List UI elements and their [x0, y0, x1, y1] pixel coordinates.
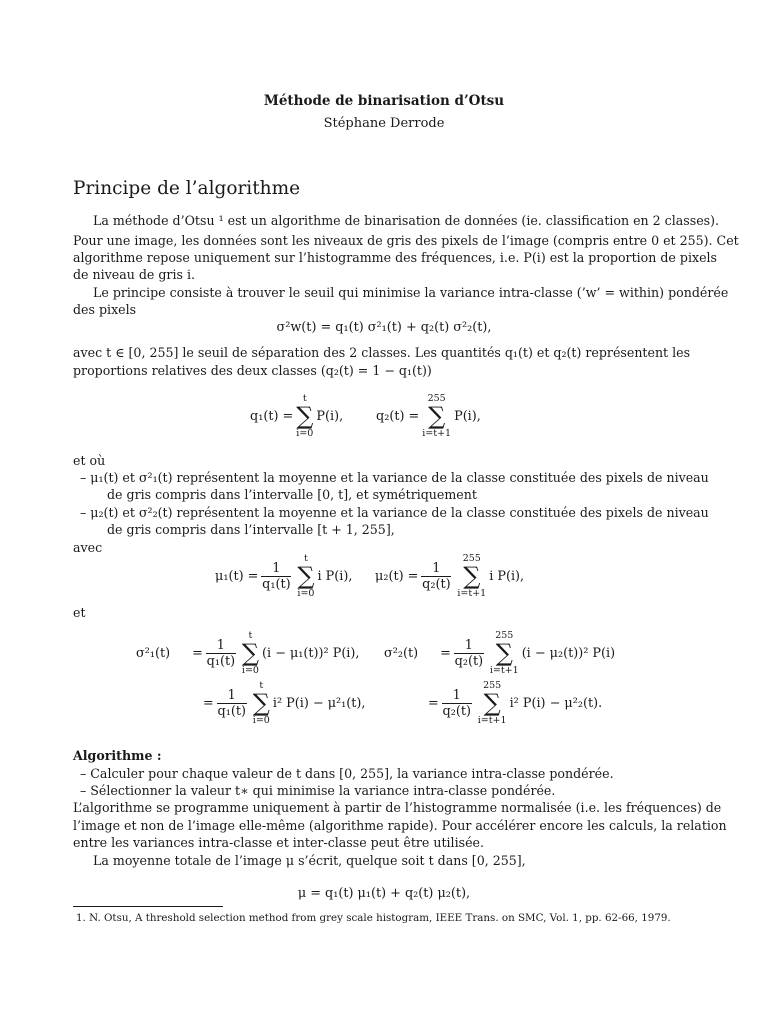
- paragraph-line: algorithme repose uniquement sur l’histogramme des fréquences, i.e. P(i) est la proportion de pixels: [73, 250, 718, 265]
- algorithm-heading: Algorithme :: [73, 748, 162, 763]
- paragraph-line: proportions relatives des deux classes (q₂(t) = 1 − q₁(t)): [73, 363, 432, 378]
- list-item: – μ₁(t) et σ²₁(t) représentent la moyenne et la variance de la classe constituée des pixels de niveau: [80, 470, 709, 485]
- paragraph-line: avec t ∈ [0, 255] le seuil de séparation des 2 classes. Les quantités q₁(t) et q₂(t) représentent les: [73, 345, 691, 360]
- denominator: q₁(t): [217, 703, 246, 719]
- denominator: q₂(t): [442, 703, 471, 719]
- sum-upper-limit: t: [304, 553, 308, 564]
- sum-operator: [242, 630, 259, 676]
- denominator: q₂(t): [454, 653, 484, 669]
- equals-sign: =: [440, 645, 451, 661]
- sum-lower-limit: i=t+1: [489, 665, 519, 676]
- sigma1-lhs: σ²₁(t): [136, 645, 171, 661]
- sum-lower-limit: i=t+1: [422, 428, 452, 439]
- fraction: [261, 561, 291, 592]
- sigma-icon: ∑: [483, 689, 501, 717]
- sigma-icon: ∑: [297, 562, 315, 590]
- sigma-icon: ∑: [252, 689, 270, 717]
- list-item: de gris compris dans l’intervalle [0, t], et symétriquement: [107, 487, 477, 502]
- mu1-lhs: μ₁(t) =: [215, 568, 259, 584]
- mu2-rhs: i P(i),: [489, 568, 525, 584]
- sum-operator: [490, 630, 519, 676]
- fraction: [421, 561, 451, 592]
- sigma-icon: ∑: [463, 562, 481, 590]
- paragraph-line: Pour une image, les données sont les niveaux de gris des pixels de l’image (compris entre 0 et 255). Cet: [73, 233, 739, 248]
- sigma-icon: ∑: [428, 402, 446, 430]
- sum-operator: [422, 393, 451, 439]
- denominator: q₂(t): [422, 576, 451, 592]
- sum-lower-limit: i=t+1: [457, 588, 487, 599]
- q1-lhs: q₁(t) =: [250, 408, 294, 424]
- equation-sigma1: [136, 630, 359, 676]
- fraction: [454, 638, 484, 669]
- sum-upper-limit: 255: [483, 680, 502, 691]
- equation-total-mean: μ = q₁(t) μ₁(t) + q₂(t) μ₂(t),: [297, 886, 471, 901]
- numerator: 1: [464, 637, 473, 653]
- sigma2-expanded-rhs: i² P(i) − μ²₂(t).: [509, 695, 603, 711]
- section-title: Principe de l’algorithme: [73, 178, 301, 199]
- sigma-icon: ∑: [241, 639, 259, 667]
- paragraph-line: l’image et non de l’image elle-même (algorithme rapide). Pour accélérer encore les calculs, la relation: [73, 818, 727, 833]
- equals-sign: =: [192, 645, 203, 661]
- fraction: [217, 688, 247, 719]
- mu1-rhs: i P(i),: [317, 568, 353, 584]
- sum-operator: [457, 553, 486, 599]
- footnote: 1. N. Otsu, A threshold selection method from grey scale histogram, IEEE Trans. on SMC, Vol. 1, pp. 62-66, 1979.: [76, 912, 671, 924]
- equation-mu1: [215, 553, 352, 599]
- sigma-icon: ∑: [495, 639, 513, 667]
- paragraph-line: entre les variances intra-classe et inter-classe peut être utilisée.: [73, 835, 484, 850]
- paragraph-line: et: [73, 605, 86, 620]
- q2-lhs: q₂(t) =: [376, 408, 420, 424]
- paragraph-line: La méthode d’Otsu ¹ est un algorithme de binarisation de données (ie. classification en 2 classes).: [93, 213, 720, 228]
- sum-operator: [253, 680, 270, 726]
- paragraph-line: des pixels: [73, 302, 137, 317]
- numerator: 1: [272, 560, 281, 576]
- equation-q1: [250, 393, 343, 439]
- sum-upper-limit: 255: [495, 630, 514, 641]
- equation-variance-within: σ²w(t) = q₁(t) σ²₁(t) + q₂(t) σ²₂(t),: [276, 320, 492, 335]
- sigma1-expanded-rhs: i² P(i) − μ²₁(t),: [272, 695, 366, 711]
- sigma1-rhs: (i − μ₁(t))² P(i),: [262, 645, 360, 661]
- sigma-icon: ∑: [296, 402, 314, 430]
- numerator: 1: [227, 687, 236, 703]
- equation-sigma1-expanded: [203, 680, 365, 726]
- paragraph-line: avec: [73, 540, 103, 555]
- sum-upper-limit: t: [302, 393, 307, 404]
- paragraph-line: et où: [73, 453, 106, 468]
- sum-operator: [478, 680, 507, 726]
- sum-lower-limit: i=t+1: [477, 715, 507, 726]
- sum-operator: [296, 393, 313, 439]
- sum-upper-limit: 255: [427, 393, 446, 404]
- q2-rhs: P(i),: [454, 408, 481, 424]
- document-author: Stéphane Derrode: [323, 116, 445, 131]
- algorithm-step: – Sélectionner la valeur t∗ qui minimise la variance intra-classe pondérée.: [80, 783, 556, 798]
- q1-rhs: P(i),: [316, 408, 344, 424]
- sigma2-rhs: (i − μ₂(t))² P(i): [521, 645, 616, 661]
- numerator: 1: [216, 637, 225, 653]
- list-item: – μ₂(t) et σ²₂(t) représentent la moyenne et la variance de la classe constituée des pixels de niveau: [80, 505, 709, 520]
- sum-lower-limit: i=0: [252, 715, 270, 726]
- algorithm-step: – Calculer pour chaque valeur de t dans [0, 255], la variance intra-classe pondérée.: [80, 766, 614, 781]
- fraction: [442, 688, 472, 719]
- sum-upper-limit: t: [259, 680, 264, 691]
- paragraph-line: Le principe consiste à trouver le seuil qui minimise la variance intra-classe (’w’ = within) pondérée: [93, 285, 729, 300]
- sum-lower-limit: i=0: [296, 428, 314, 439]
- sum-lower-limit: i=0: [297, 588, 315, 599]
- equals-sign: =: [203, 695, 214, 711]
- equation-sigma2-expanded: [428, 680, 602, 726]
- mu2-lhs: μ₂(t) =: [375, 568, 419, 584]
- fraction: [206, 638, 236, 669]
- sum-upper-limit: 255: [462, 553, 481, 564]
- document-title: Méthode de binarisation d’Otsu: [263, 93, 505, 109]
- denominator: q₁(t): [206, 653, 236, 669]
- equation-sigma2: [384, 630, 615, 676]
- paragraph-line: La moyenne totale de l’image μ s’écrit, quelque soit t dans [0, 255],: [93, 853, 526, 868]
- equals-sign: =: [428, 695, 439, 711]
- list-item: de gris compris dans l’intervalle [t + 1, 255],: [107, 522, 395, 537]
- numerator: 1: [432, 560, 441, 576]
- sigma2-lhs: σ²₂(t): [384, 645, 419, 661]
- paragraph-line: L’algorithme se programme uniquement à partir de l’histogramme normalisée (i.e. les fréquences) de: [73, 800, 722, 815]
- equation-q2: [376, 393, 481, 439]
- equation-mu2: [375, 553, 524, 599]
- numerator: 1: [452, 687, 461, 703]
- sum-upper-limit: t: [248, 630, 253, 641]
- denominator: q₁(t): [262, 576, 291, 592]
- paragraph-line: de niveau de gris i.: [73, 267, 195, 282]
- footnote-rule: [73, 906, 223, 907]
- sum-operator: [297, 553, 314, 599]
- sum-lower-limit: i=0: [241, 665, 259, 676]
